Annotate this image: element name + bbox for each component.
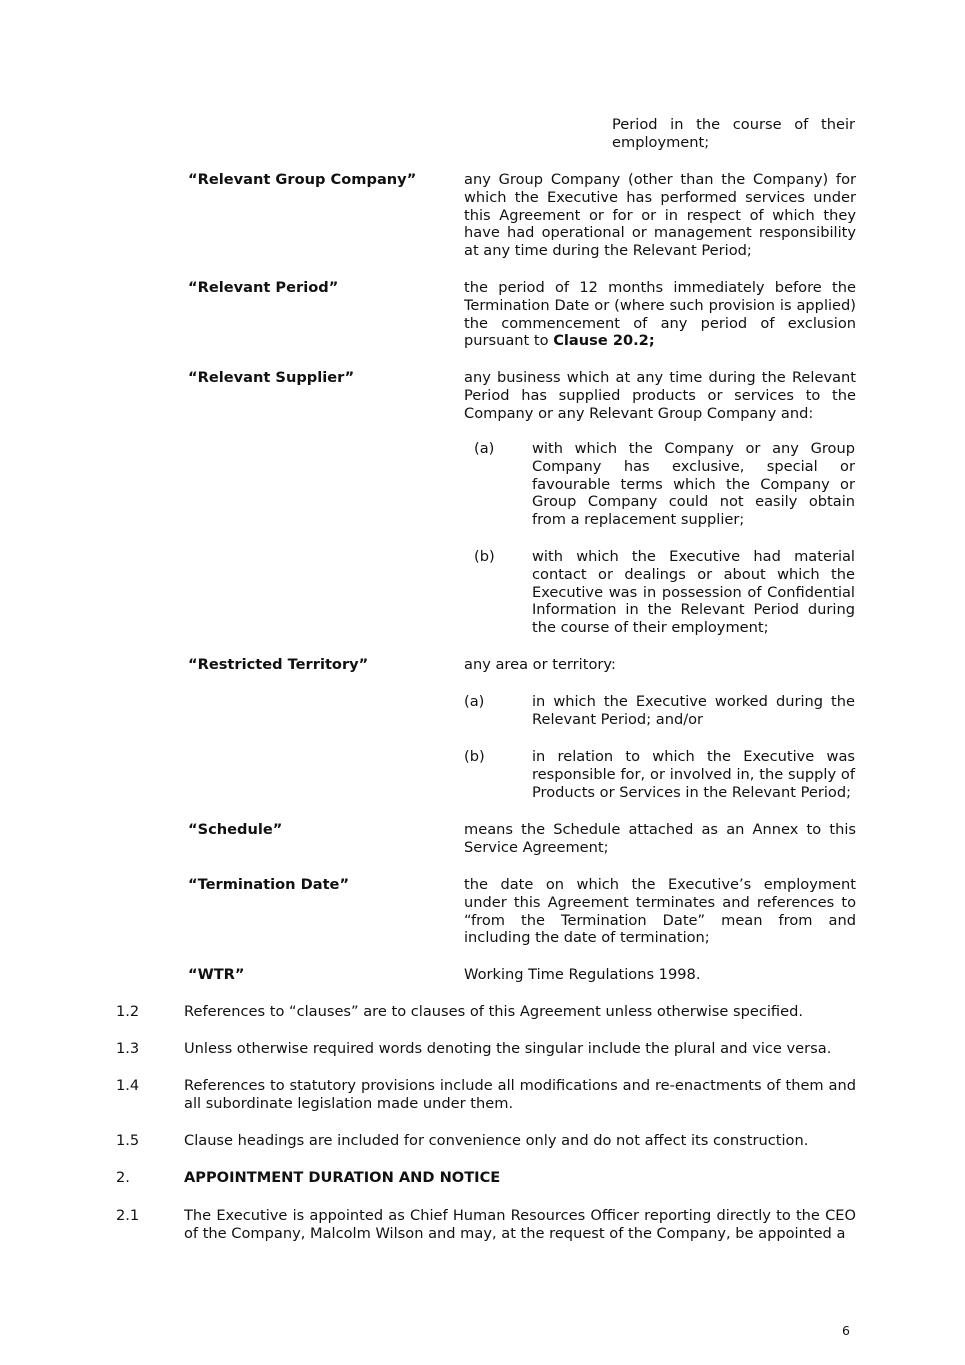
section-number: 2.: [116, 1169, 130, 1186]
definition-term: “Relevant Group Company”: [188, 171, 417, 188]
section-heading: APPOINTMENT DURATION AND NOTICE: [184, 1169, 501, 1186]
definition-term: “Termination Date”: [188, 876, 350, 893]
clause-text: References to statutory provisions include all modifications and re-enactments of them and all subordinate legislation made under them.: [184, 1077, 856, 1112]
definition-text-body: the period of 12 months immediately before the Termination Date or (where such provision is applied) the commencement of any period of exclusion pursuant to: [464, 279, 856, 350]
clause-text: References to “clauses” are to clauses of this Agreement unless otherwise specified.: [184, 1003, 803, 1020]
clause-text: Unless otherwise required words denoting the singular include the plural and vice versa.: [184, 1040, 832, 1057]
sub-item-label: (a): [464, 693, 485, 710]
clause-number: 1.2: [116, 1003, 140, 1020]
definition-term: “Restricted Territory”: [188, 656, 369, 673]
definition-text: Working Time Regulations 1998.: [464, 966, 701, 983]
clause-number: 1.5: [116, 1132, 140, 1149]
clause-reference: Clause 20.2;: [553, 332, 655, 350]
definition-text: the date on which the Executive’s employment under this Agreement terminates and references to “from the Termination Date” mean from and including the date of termination;: [464, 876, 856, 947]
definition-text: [464, 279, 856, 350]
definition-term: “Schedule”: [188, 821, 283, 838]
sub-item-text: in which the Executive worked during the Relevant Period; and/or: [532, 693, 855, 728]
definition-text: any area or territory:: [464, 656, 616, 673]
continuation-text: Period in the course of their employment;: [612, 116, 855, 151]
clause-number: 2.1: [116, 1207, 140, 1224]
definition-text: means the Schedule attached as an Annex to this Service Agreement;: [464, 821, 856, 856]
sub-item-label: (b): [474, 548, 495, 565]
sub-item-text: with which the Executive had material contact or dealings or about which the Executive was in possession of Confidential Information in the Relevant Period during the course of their employment;: [532, 548, 855, 637]
definition-text: any Group Company (other than the Company) for which the Executive has performed services under this Agreement or for or in respect of which they have had operational or management responsibility at any time during the Relevant Period;: [464, 171, 856, 260]
definition-text: any business which at any time during the Relevant Period has supplied products or services to the Company or any Relevant Group Company and:: [464, 369, 856, 422]
clause-text: Clause headings are included for convenience only and do not affect its construction.: [184, 1132, 809, 1149]
sub-item-text: in relation to which the Executive was responsible for, or involved in, the supply of Products or Services in the Relevant Period;: [532, 748, 855, 801]
page-number: 6: [842, 1323, 850, 1338]
definition-term: “Relevant Period”: [188, 279, 339, 296]
clause-text: The Executive is appointed as Chief Human Resources Officer reporting directly to the CEO of the Company, Malcolm Wilson and may, at the request of the Company, be appointed a: [184, 1207, 856, 1242]
sub-item-text: with which the Company or any Group Company has exclusive, special or favourable terms which the Company or Group Company could not easily obtain from a replacement supplier;: [532, 440, 855, 529]
clause-number: 1.3: [116, 1040, 140, 1057]
definition-term: “Relevant Supplier”: [188, 369, 355, 386]
definition-term: “WTR”: [188, 966, 245, 983]
sub-item-label: (a): [474, 440, 495, 457]
sub-item-label: (b): [464, 748, 485, 765]
clause-number: 1.4: [116, 1077, 140, 1094]
